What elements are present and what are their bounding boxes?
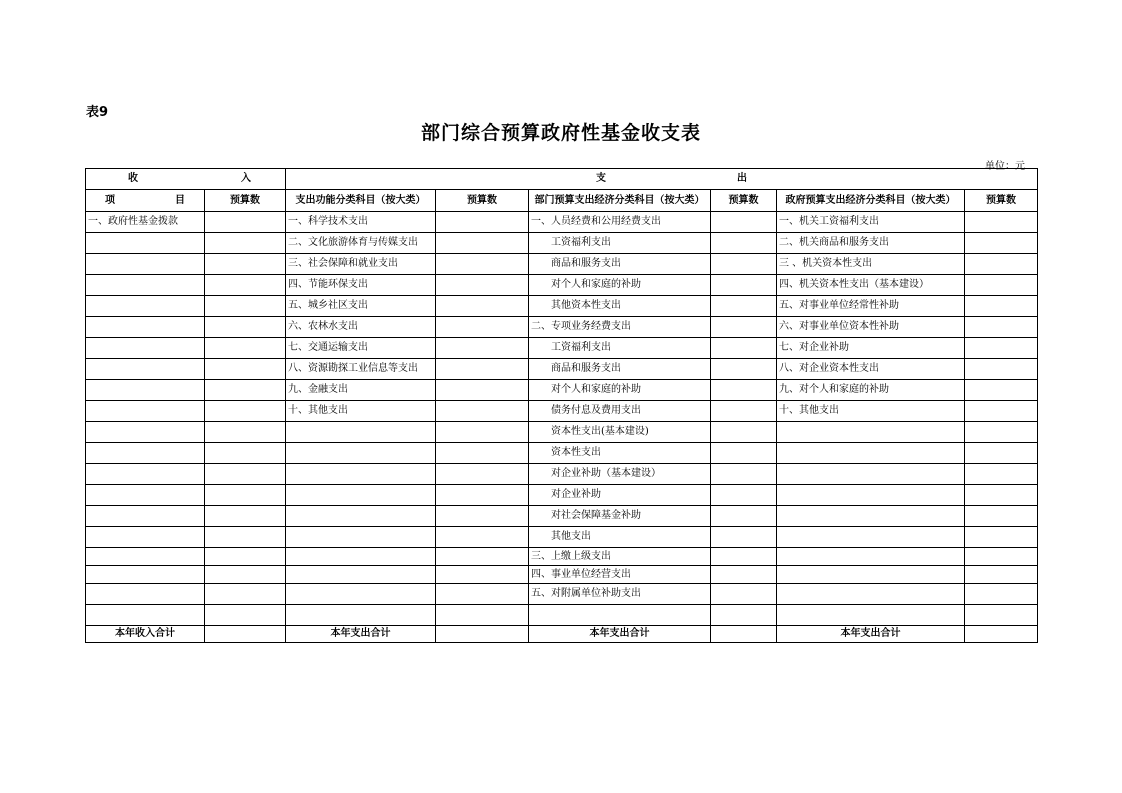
budget-column-header: 预算数 bbox=[965, 190, 1038, 212]
gov-item-cell: 九、对个人和家庭的补助 bbox=[777, 380, 965, 401]
func-budget-cell bbox=[436, 401, 529, 422]
func-item-cell bbox=[286, 422, 436, 443]
dept-item-cell: 对企业补助（基本建设） bbox=[529, 464, 711, 485]
gov-item-cell: 六、对事业单位资本性补助 bbox=[777, 317, 965, 338]
income-item-cell bbox=[86, 233, 205, 254]
gov-budget-cell bbox=[965, 296, 1038, 317]
income-item-cell bbox=[86, 443, 205, 464]
section-header-row bbox=[86, 169, 1038, 190]
func-item-cell bbox=[286, 485, 436, 506]
dept-budget-cell bbox=[711, 338, 777, 359]
dept-item-cell: 五、对附属单位补助支出 bbox=[529, 584, 711, 605]
func-budget-cell bbox=[436, 584, 529, 605]
func-total-label: 本年支出合计 bbox=[286, 626, 436, 643]
gov-item-cell bbox=[777, 485, 965, 506]
dept-item-cell: 三、上缴上级支出 bbox=[529, 548, 711, 566]
gov-item-cell bbox=[777, 527, 965, 548]
table-row bbox=[86, 254, 1038, 275]
income-total-label: 本年收入合计 bbox=[86, 626, 205, 643]
income-budget-cell bbox=[205, 233, 286, 254]
gov-econ-column-header: 政府预算支出经济分类科目（按大类） bbox=[777, 190, 965, 212]
item-column-header: 项 目 bbox=[86, 190, 205, 212]
gov-budget-cell bbox=[965, 359, 1038, 380]
income-total-value bbox=[205, 626, 286, 643]
dept-econ-column-header: 部门预算支出经济分类科目（按大类） bbox=[529, 190, 711, 212]
func-item-cell: 九、金融支出 bbox=[286, 380, 436, 401]
gov-total-label: 本年支出合计 bbox=[777, 626, 965, 643]
income-budget-cell bbox=[205, 605, 286, 626]
income-budget-cell bbox=[205, 485, 286, 506]
dept-budget-cell bbox=[711, 254, 777, 275]
dept-item-cell: 对个人和家庭的补助 bbox=[529, 275, 711, 296]
dept-item-cell: 其他资本性支出 bbox=[529, 296, 711, 317]
table-row bbox=[86, 548, 1038, 566]
dept-item-cell: 一、人员经费和公用经费支出 bbox=[529, 212, 711, 233]
gov-item-cell bbox=[777, 506, 965, 527]
dept-budget-cell bbox=[711, 584, 777, 605]
func-budget-cell bbox=[436, 548, 529, 566]
income-budget-cell bbox=[205, 464, 286, 485]
func-budget-cell bbox=[436, 254, 529, 275]
gov-total-value bbox=[965, 626, 1038, 643]
gov-item-cell bbox=[777, 584, 965, 605]
func-item-cell bbox=[286, 566, 436, 584]
income-item-cell bbox=[86, 317, 205, 338]
dept-item-cell: 工资福利支出 bbox=[529, 338, 711, 359]
func-item-cell bbox=[286, 548, 436, 566]
gov-budget-cell bbox=[965, 605, 1038, 626]
income-budget-cell bbox=[205, 359, 286, 380]
budget-column-header: 预算数 bbox=[436, 190, 529, 212]
gov-item-cell: 十、其他支出 bbox=[777, 401, 965, 422]
func-budget-cell bbox=[436, 296, 529, 317]
gov-budget-cell bbox=[965, 233, 1038, 254]
income-budget-cell bbox=[205, 422, 286, 443]
income-budget-cell bbox=[205, 296, 286, 317]
dept-budget-cell bbox=[711, 296, 777, 317]
gov-budget-cell bbox=[965, 485, 1038, 506]
gov-item-cell: 一、机关工资福利支出 bbox=[777, 212, 965, 233]
gov-item-cell bbox=[777, 566, 965, 584]
income-budget-cell bbox=[205, 212, 286, 233]
gov-item-cell: 七、对企业补助 bbox=[777, 338, 965, 359]
func-item-cell: 六、农林水支出 bbox=[286, 317, 436, 338]
func-item-cell: 一、科学技术支出 bbox=[286, 212, 436, 233]
unit-label: 单位：元 bbox=[985, 161, 1025, 172]
gov-budget-cell bbox=[965, 527, 1038, 548]
func-item-cell: 三、社会保障和就业支出 bbox=[286, 254, 436, 275]
income-item-cell bbox=[86, 275, 205, 296]
func-budget-cell bbox=[436, 566, 529, 584]
dept-total-label: 本年支出合计 bbox=[529, 626, 711, 643]
func-item-cell bbox=[286, 527, 436, 548]
income-budget-cell bbox=[205, 527, 286, 548]
func-budget-cell bbox=[436, 506, 529, 527]
dept-item-cell: 其他支出 bbox=[529, 527, 711, 548]
income-item-cell bbox=[86, 548, 205, 566]
dept-budget-cell bbox=[711, 605, 777, 626]
func-budget-cell bbox=[436, 359, 529, 380]
income-item-cell bbox=[86, 422, 205, 443]
income-item-cell bbox=[86, 359, 205, 380]
dept-item-cell: 对社会保障基金补助 bbox=[529, 506, 711, 527]
income-item-cell bbox=[86, 527, 205, 548]
func-budget-cell bbox=[436, 233, 529, 254]
gov-budget-cell bbox=[965, 212, 1038, 233]
gov-item-cell bbox=[777, 443, 965, 464]
table-row bbox=[86, 422, 1038, 443]
gov-budget-cell bbox=[965, 464, 1038, 485]
table-row bbox=[86, 338, 1038, 359]
gov-budget-cell bbox=[965, 380, 1038, 401]
income-item-cell bbox=[86, 338, 205, 359]
income-item-cell bbox=[86, 485, 205, 506]
func-budget-cell bbox=[436, 485, 529, 506]
func-item-cell: 四、节能环保支出 bbox=[286, 275, 436, 296]
column-header-row bbox=[86, 190, 1038, 212]
gov-budget-cell bbox=[965, 338, 1038, 359]
dept-budget-cell bbox=[711, 422, 777, 443]
gov-budget-cell bbox=[965, 443, 1038, 464]
income-item-cell bbox=[86, 566, 205, 584]
dept-budget-cell bbox=[711, 401, 777, 422]
func-item-cell: 八、资源勘探工业信息等支出 bbox=[286, 359, 436, 380]
gov-budget-cell bbox=[965, 566, 1038, 584]
func-budget-cell bbox=[436, 464, 529, 485]
dept-budget-cell bbox=[711, 527, 777, 548]
income-item-cell bbox=[86, 464, 205, 485]
budget-column-header: 预算数 bbox=[711, 190, 777, 212]
income-budget-cell bbox=[205, 566, 286, 584]
dept-budget-cell bbox=[711, 233, 777, 254]
dept-item-cell: 四、事业单位经营支出 bbox=[529, 566, 711, 584]
func-item-cell bbox=[286, 506, 436, 527]
dept-item-cell: 商品和服务支出 bbox=[529, 254, 711, 275]
gov-item-cell bbox=[777, 422, 965, 443]
func-total-value bbox=[436, 626, 529, 643]
func-item-cell: 十、其他支出 bbox=[286, 401, 436, 422]
table-row bbox=[86, 485, 1038, 506]
gov-budget-cell bbox=[965, 401, 1038, 422]
income-budget-cell bbox=[205, 338, 286, 359]
income-item-cell bbox=[86, 605, 205, 626]
income-budget-cell bbox=[205, 443, 286, 464]
table-row bbox=[86, 566, 1038, 584]
table-row bbox=[86, 212, 1038, 233]
table-row bbox=[86, 233, 1038, 254]
income-item-cell bbox=[86, 506, 205, 527]
income-budget-cell bbox=[205, 401, 286, 422]
dept-item-cell: 对个人和家庭的补助 bbox=[529, 380, 711, 401]
gov-budget-cell bbox=[965, 254, 1038, 275]
gov-item-cell: 三 、机关资本性支出 bbox=[777, 254, 965, 275]
table-number: 表9 bbox=[86, 105, 109, 120]
table-row bbox=[86, 584, 1038, 605]
table-row bbox=[86, 401, 1038, 422]
func-budget-cell bbox=[436, 443, 529, 464]
gov-item-cell bbox=[777, 464, 965, 485]
dept-budget-cell bbox=[711, 506, 777, 527]
dept-total-value bbox=[711, 626, 777, 643]
dept-budget-cell bbox=[711, 485, 777, 506]
gov-item-cell: 四、机关资本性支出（基本建设） bbox=[777, 275, 965, 296]
dept-item-cell: 工资福利支出 bbox=[529, 233, 711, 254]
func-budget-cell bbox=[436, 338, 529, 359]
gov-budget-cell bbox=[965, 422, 1038, 443]
income-item-cell bbox=[86, 584, 205, 605]
dept-budget-cell bbox=[711, 359, 777, 380]
income-budget-cell bbox=[205, 548, 286, 566]
func-item-cell bbox=[286, 584, 436, 605]
gov-item-cell bbox=[777, 548, 965, 566]
gov-item-cell: 二、机关商品和服务支出 bbox=[777, 233, 965, 254]
income-item-cell bbox=[86, 380, 205, 401]
income-item-cell bbox=[86, 296, 205, 317]
income-budget-cell bbox=[205, 275, 286, 296]
dept-item-cell: 资本性支出 bbox=[529, 443, 711, 464]
table-row bbox=[86, 506, 1038, 527]
dept-budget-cell bbox=[711, 275, 777, 296]
page-title: 部门综合预算政府性基金收支表 bbox=[420, 122, 701, 144]
gov-budget-cell bbox=[965, 317, 1038, 338]
dept-item-cell: 资本性支出(基本建设) bbox=[529, 422, 711, 443]
income-budget-cell bbox=[205, 584, 286, 605]
income-item-cell: 一、政府性基金拨款 bbox=[86, 212, 205, 233]
func-item-cell bbox=[286, 464, 436, 485]
gov-budget-cell bbox=[965, 506, 1038, 527]
table-row bbox=[86, 464, 1038, 485]
gov-item-cell: 五、对事业单位经常性补助 bbox=[777, 296, 965, 317]
dept-budget-cell bbox=[711, 464, 777, 485]
income-budget-cell bbox=[205, 254, 286, 275]
budget-column-header: 预算数 bbox=[205, 190, 286, 212]
table-row bbox=[86, 380, 1038, 401]
gov-budget-cell bbox=[965, 548, 1038, 566]
dept-item-cell: 商品和服务支出 bbox=[529, 359, 711, 380]
func-budget-cell bbox=[436, 317, 529, 338]
income-budget-cell bbox=[205, 317, 286, 338]
table-row bbox=[86, 317, 1038, 338]
func-budget-cell bbox=[436, 212, 529, 233]
dept-budget-cell bbox=[711, 566, 777, 584]
table-row bbox=[86, 527, 1038, 548]
table-row bbox=[86, 605, 1038, 626]
func-budget-cell bbox=[436, 380, 529, 401]
table-row bbox=[86, 275, 1038, 296]
income-item-cell bbox=[86, 401, 205, 422]
func-item-cell bbox=[286, 443, 436, 464]
dept-item-cell: 对企业补助 bbox=[529, 485, 711, 506]
income-section-header: 收 入 bbox=[86, 169, 286, 190]
gov-item-cell bbox=[777, 605, 965, 626]
table-row bbox=[86, 359, 1038, 380]
dept-budget-cell bbox=[711, 317, 777, 338]
func-class-column-header: 支出功能分类科目（按大类） bbox=[286, 190, 436, 212]
func-budget-cell bbox=[436, 422, 529, 443]
gov-budget-cell bbox=[965, 584, 1038, 605]
dept-budget-cell bbox=[711, 443, 777, 464]
gov-budget-cell bbox=[965, 275, 1038, 296]
dept-budget-cell bbox=[711, 548, 777, 566]
expense-section-header: 支 出 bbox=[286, 169, 1038, 190]
func-item-cell bbox=[286, 605, 436, 626]
func-item-cell: 五、城乡社区支出 bbox=[286, 296, 436, 317]
func-budget-cell bbox=[436, 605, 529, 626]
income-item-cell bbox=[86, 254, 205, 275]
dept-item-cell bbox=[529, 605, 711, 626]
func-item-cell: 七、交通运输支出 bbox=[286, 338, 436, 359]
dept-item-cell: 债务付息及费用支出 bbox=[529, 401, 711, 422]
table-row bbox=[86, 296, 1038, 317]
income-budget-cell bbox=[205, 506, 286, 527]
budget-table bbox=[85, 168, 1038, 643]
dept-budget-cell bbox=[711, 380, 777, 401]
func-budget-cell bbox=[436, 275, 529, 296]
func-item-cell: 二、文化旅游体育与传媒支出 bbox=[286, 233, 436, 254]
dept-budget-cell bbox=[711, 212, 777, 233]
func-budget-cell bbox=[436, 527, 529, 548]
income-budget-cell bbox=[205, 380, 286, 401]
totals-row bbox=[86, 626, 1038, 643]
dept-item-cell: 二、专项业务经费支出 bbox=[529, 317, 711, 338]
gov-item-cell: 八、对企业资本性支出 bbox=[777, 359, 965, 380]
table-row bbox=[86, 443, 1038, 464]
